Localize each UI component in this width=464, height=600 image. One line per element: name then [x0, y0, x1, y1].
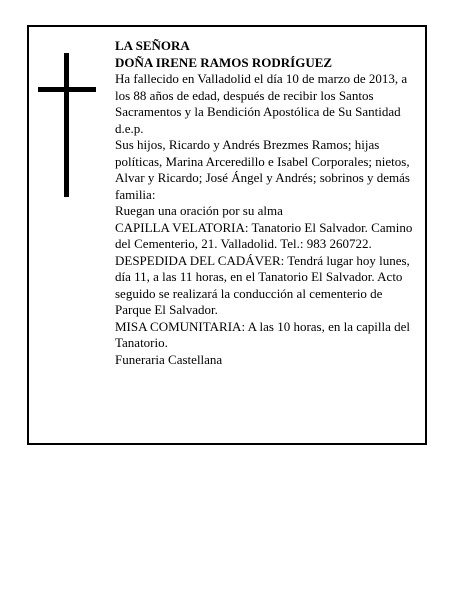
prayer-request: Ruegan una oración por su alma — [115, 203, 283, 218]
cross-icon — [38, 53, 96, 197]
cross-vertical-bar — [64, 53, 69, 197]
notice-text — [115, 38, 413, 368]
wake-chapel-info: CAPILLA VELATORIA: Tanatorio El Salvador. Camino del Cementerio, 21. Valladolid. Tel.: 983 260722. — [115, 219, 413, 251]
mass-info: MISA COMUNITARIA: A las 10 horas, en la capilla del Tanatorio. — [115, 318, 411, 350]
deceased-name: DOÑA IRENE RAMOS RODRÍGUEZ — [115, 54, 333, 70]
family-list: Sus hijos, Ricardo y Andrés Brezmes Ramos; hijas políticas, Marina Arceredillo e Isabel Corporales; nietos, Alvar y Ricardo; José Ángel y Andrés; sobrinos y demás familia: — [115, 137, 410, 202]
cross-horizontal-bar — [38, 87, 96, 92]
notice-title: LA SEÑORA — [115, 38, 190, 53]
funeral-home: Funeraria Castellana — [115, 351, 223, 367]
farewell-info: DESPEDIDA DEL CADÁVER: Tendrá lugar hoy lunes, día 11, a las 11 horas, en el Tanatorio El Salvador. Acto seguido se realizará la conducción al cementerio de Parque El Salvador. — [115, 252, 410, 317]
death-announcement: Ha fallecido en Valladolid el día 10 de marzo de 2013, a los 88 años de edad, después de recibir los Santos Sacramentos y la Bendición Apostólica de Su Santidad d.e.p. — [115, 71, 408, 136]
